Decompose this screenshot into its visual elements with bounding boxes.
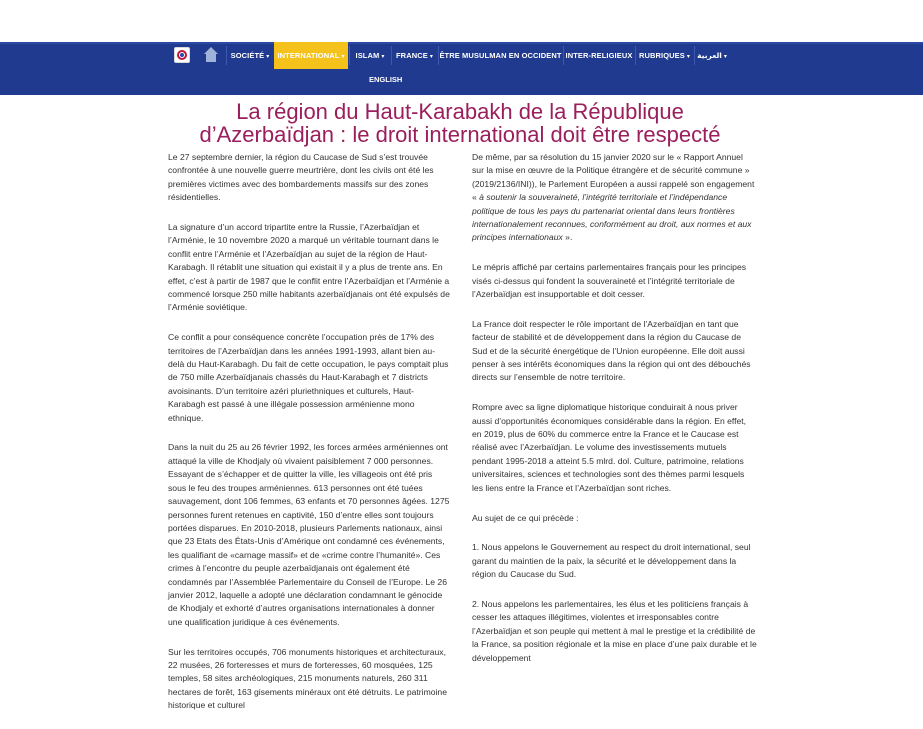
article-column-right: [472, 151, 757, 681]
nav-item-islam[interactable]: [350, 42, 390, 69]
home-icon[interactable]: [203, 47, 219, 63]
nav-item-label: INTERNATIONAL: [277, 51, 340, 60]
nav-item-label: ISLAM: [355, 51, 380, 60]
logo-dot: [180, 53, 184, 57]
article-paragraph: Rompre avec sa ligne diplomatique historique conduirait à nous priver aussi d’opportunités économiques considérable dans la région. En effet, en 2019, plus de 60% du commerce entre la France et le Caucase est réalisé avec l’Azerbaïdjan. Le volume des investissements mutuels pendant 1995-2018 a atteint 5.5 mlrd. dol. Culture, patrimoine, relations universitaires, sciences et technologies sont des thèmes parmi lesquels les liens entre la France et l’Azerbaïdjan sont riches.: [472, 402, 747, 493]
nav-item-france[interactable]: [392, 42, 437, 69]
nav-item-label: INTER-RELIGIEUX: [565, 51, 633, 60]
browser-top-area: [0, 0, 923, 42]
article-paragraph: [472, 151, 757, 245]
nav-item-inter-religieux[interactable]: [564, 42, 634, 69]
home-base: [206, 54, 216, 62]
article-paragraph: Dans la nuit du 25 au 26 février 1992, les forces armées arméniennes ont attaqué la ville de Khodjaly où vivaient paisiblement 7 000 personnes. Essayant de s’échapper et de quitter la ville, les villageois ont été pris sous le feu des troupes arméniennes. 613 personnes ont été tuées sauvagement, dont 106 femmes, 63 enfants et 70 personnes âgées. 1275 personnes furent retenues en captivité, 150 d’entre elles sont toujours portées disparues. En 2010-2018, plusieurs Parlements nationaux, ainsi que 23 Etats des États-Unis d’Amérique ont condamné ces événements, les qualifiant de «carnage massif» et de «crime contre l’humanité». Ces crimes à l’encontre du peuple azerbaïdjanais ont également été condamnés par l’Assemblée Parlementaire du Conseil de l’Europe. Le 26 janvier 2012, laquelle a adopté une déclaration condamnant le génocide de Khodjaly et exhorté d’autres organisations internationales à donner une qualification juridique à ces événements.: [168, 442, 450, 627]
nav-item-label: RUBRIQUES: [638, 51, 685, 60]
chevron-down-icon: ▾: [381, 54, 385, 60]
article-paragraph: Ce conflit a pour conséquence concrète l’occupation près de 17% des territoires de l’Azerbaïdjan dans les années 1991-1993, allant bien au-delà du Haut-Karabagh. Du fait de cette occupation, le pays comptait plus de 750 mille Azerbaïdjanais chassés du Haut-Karabagh et 7 districts avoisinants. D’un territoire azéri pluriethniques et culturels, Haut-Karabagh est passé à une illégale possession arménienne mono ethnique.: [168, 332, 449, 423]
nav-item-label: FRANCE: [396, 51, 428, 60]
article-paragraph: Le 27 septembre dernier, la région du Caucase de Sud s’est trouvée confrontée à une nouvelle guerre meurtrière, dont les civils ont été les premières victimes avec des bombardements massifs sur des zones résidentielles.: [168, 152, 434, 203]
article-paragraph: La France doit respecter le rôle important de l’Azerbaïdjan en tant que facteur de stabilité et de développement dans la région du Caucase de Sud et de la sécurité énergétique de l’Union européenne. Elle doit aussi penser à ses intérêts économiques dans la région qui ont des débouchés directs sur l’ensemble de notre territoire.: [472, 318, 751, 383]
nav-item-rubriques[interactable]: [636, 42, 693, 69]
nav-item-etre-musulman-en-occident[interactable]: [439, 42, 562, 69]
site-logo-icon[interactable]: [174, 47, 190, 63]
article-text: ».: [562, 232, 573, 243]
home-roof: [204, 47, 218, 54]
article-paragraph: 2. Nous appelons les parlementaires, les élus et les politiciens français à cesser les attaques illégitimes, violentes et irresponsables contre l’Azerbaïdjan et son peuple qui mettent à mal le prestige et la crédibilité de la France, sa position régionale et la mise en place d’une paix durable et le développement: [472, 598, 757, 663]
article-paragraph: Sur les territoires occupés, 706 monuments historiques et architecturaux, 22 musées, 26 forteresses et murs de forteresses, 60 mosquées, 125 temples, 58 sites archéologiques, 215 monuments naturels, 260 311 hectares de forêt, 163 gisements minéraux ont été détruits. Le patrimoine historique et culturel: [168, 646, 447, 711]
chevron-down-icon: ▾: [686, 54, 691, 60]
nav-item-societe[interactable]: [227, 42, 273, 69]
nav-item-label: ÊTRE MUSULMAN EN OCCIDENT: [439, 51, 562, 60]
nav-item-english[interactable]: [352, 69, 419, 91]
article-paragraph: 1. Nous appelons le Gouvernement au respect du droit international, seul garant du maintien de la paix, la sécurité et le développement dans la région du Caucase du Sud.: [472, 542, 751, 580]
article-paragraph: Au sujet de ce qui précède :: [472, 512, 579, 523]
nav-item-international[interactable]: [274, 42, 348, 69]
article-quote: à soutenir la souveraineté, l’intégrité territoriale et l’indépendance politique de tous les pays du partenariat oriental dans leurs frontières internationalement reconnues, conformément au droit, aux normes et aux principes internationaux: [472, 192, 752, 243]
chevron-down-icon: ▾: [723, 54, 727, 60]
nav-item-label: ENGLISH: [369, 75, 403, 84]
article-title-line: La région du Haut-Karabakh de la République: [236, 99, 684, 124]
article-column-left: [168, 151, 451, 729]
chevron-down-icon: ▾: [341, 54, 345, 60]
article-title: [150, 100, 770, 146]
nav-item-arabic[interactable]: [695, 42, 729, 69]
chevron-down-icon: ▾: [266, 54, 270, 60]
article-paragraph: Le mépris affiché par certains parlementaires français pour les principes visés ci-dessus qui fondent la souveraineté et l’intégrité territoriale de l’Azerbaïdjan est insupportable et doit cesser.: [472, 262, 747, 300]
nav-item-label: SOCIÉTÉ: [230, 51, 265, 60]
article-title-line: d’Azerbaïdjan : le droit international doit être respecté: [199, 122, 721, 147]
article-paragraph: La signature d’un accord tripartite entre la Russie, l’Azerbaïdjan et l’Arménie, le 10 novembre 2020 a marqué un véritable tournant dans le conflit entre l’Arménie et l’Azerbaïdjan au sujet de la région de Haut-Karabagh. Il rétablit une situation qui existait il y a plus de trente ans. En effet, c’est à partir de 1987 que le conflit entre l’Azerbaïdjan et l’Arménie a commencé lorsque 250 mille habitants azerbaïdjanais ont été expulsés de l’Arménie soviétique.: [168, 222, 450, 313]
article-text: De même, par sa résolution du 15 janvier 2020 sur le « Rapport Annuel sur la mise en œuvre de la Politique étrangère et de sécurité commune » (2019/2136/INI)), le Parlement Européen a aussi rappelé son engagement «: [472, 152, 755, 203]
chevron-down-icon: ▾: [429, 54, 433, 60]
nav-item-label: العربية: [697, 51, 722, 60]
